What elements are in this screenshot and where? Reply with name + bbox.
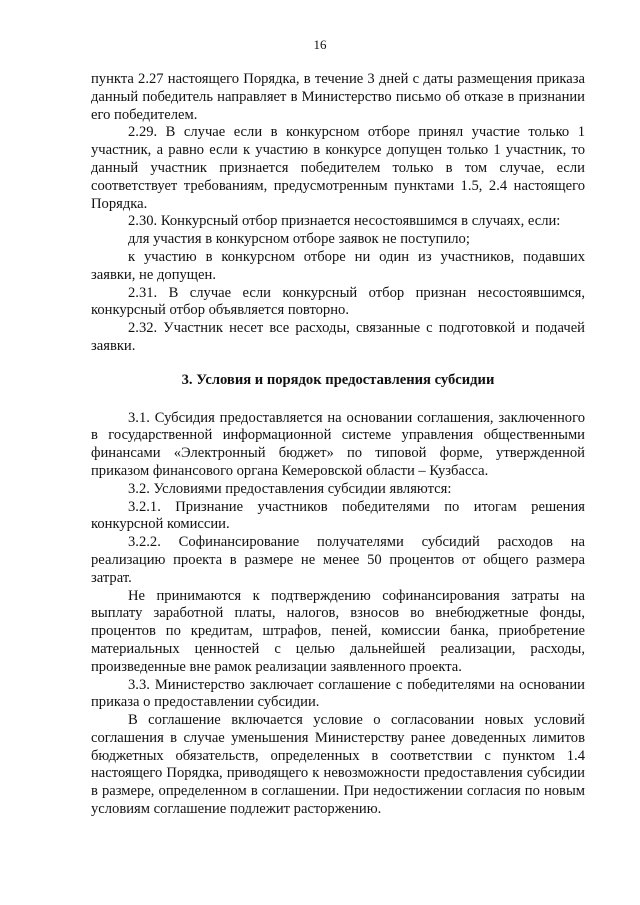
paragraph: 2.29. В случае если в конкурсном отборе принял участие только 1 участник, а равно если к участию в конкурсе допущен только 1 участник, то данный участник признается победителем только в том случае, если соответствует требованиям, предусмотренным пунктами 1.5, 2.4 настоящего Порядка. [91, 124, 585, 212]
paragraph: 3.2. Условиями предоставления субсидии являются: [128, 480, 452, 497]
paragraph: Не принимаются к подтверждению софинансирования затраты на выплату заработной платы, налогов, взносов во внебюджетные фонды, процентов по кредитам, штрафов, пеней, комиссии банка, приобретение материальных ценностей с целью дальнейшей реализации, расходы, произведенные вне рамок реализации заявленного проекта. [91, 587, 585, 675]
paragraph: 2.32. Участник несет все расходы, связанные с подготовкой и подачей заявки. [91, 320, 585, 354]
document-body [91, 71, 585, 819]
paragraphs-before [91, 71, 585, 356]
paragraph: пункта 2.27 настоящего Порядка, в течение 3 дней с даты размещения приказа данный победитель направляет в Министерство письмо об отказе в признании его победителем. [91, 71, 585, 123]
section-heading: 3. Условия и порядок предоставления субсидии [181, 371, 495, 388]
paragraphs-after [91, 410, 585, 819]
page-number: 16 [313, 37, 327, 52]
paragraph: 3.1. Субсидия предоставляется на основании соглашения, заключенного в государственной информационной системе управления общественными финансами «Электронный бюджет» по типовой форме, утвержденной приказом финансового органа Кемеровской области – Кузбасса. [91, 409, 585, 479]
paragraph: В соглашение включается условие о согласовании новых условий соглашения в случае уменьшения Министерству ранее доведенных лимитов бюджетных обязательств, определенных в соответствии с пунктом 1.4 настоящего Порядка, приводящего к невозможности предоставления субсидии в размере, определенном в соглашении. При недостижении согласия по новым условиям соглашение подлежит расторжению. [91, 712, 585, 818]
paragraph: 2.31. В случае если конкурсный отбор признан несостоявшимся, конкурсный отбор объявляется повторно. [91, 284, 585, 319]
paragraph: к участию в конкурсном отборе ни один из участников, подавших заявки, не допущен. [91, 248, 585, 283]
paragraph: 3.3. Министерство заключает соглашение с победителями на основании приказа о предоставлении субсидии. [91, 676, 585, 711]
paragraph: 3.2.1. Признание участников победителями по итогам решения конкурсной комиссии. [91, 498, 585, 533]
paragraph: 3.2.2. Софинансирование получателями субсидий расходов на реализацию проекта в размере не менее 50 процентов от общего размера затрат. [91, 534, 585, 586]
paragraph: для участия в конкурсном отборе заявок не поступило; [128, 231, 470, 248]
paragraph: 2.30. Конкурсный отбор признается несостоявшимся в случаях, если: [128, 213, 561, 230]
